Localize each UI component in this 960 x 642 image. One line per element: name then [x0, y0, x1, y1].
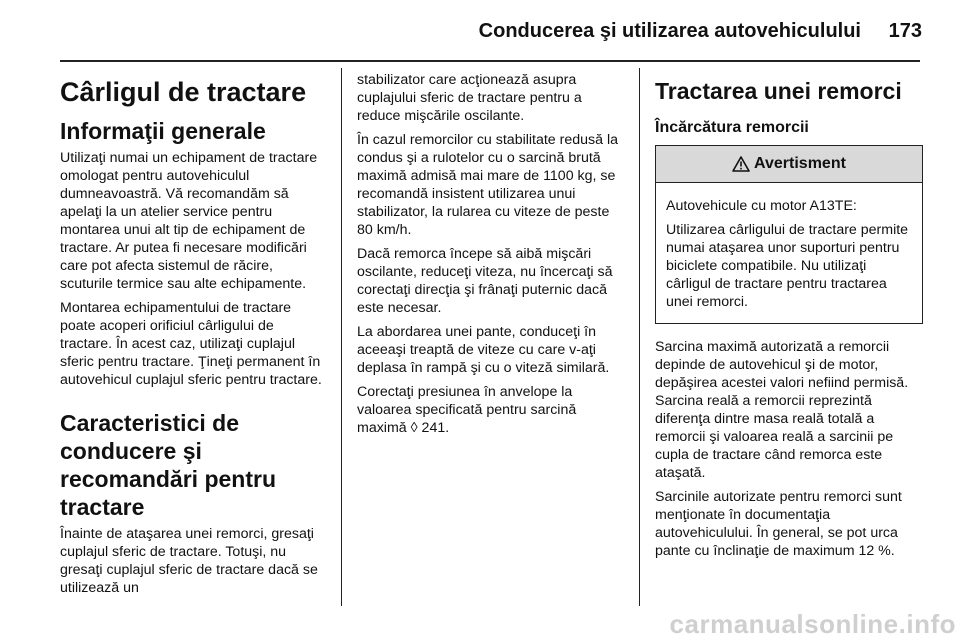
- page-number: 173: [888, 20, 922, 42]
- paragraph: Sarcinile autorizate pentru remorci sunt menţionate în documentaţia autovehiculului. În general, se pot urca pante cu înclinaţie de maximum 12 %.: [655, 489, 902, 559]
- column-2: [357, 68, 625, 443]
- paragraph: În cazul remorcilor cu stabilitate redusă la condus şi a rulotelor cu o sarcină brută maximă admisă mai mare de 1100 kg, se recomandă insistent utilizarea unui stabilizator, la rularea cu viteze de peste 80 km/h.: [357, 132, 619, 238]
- warning-text: Utilizarea cârligului de tractare permite numai ataşarea unor suporturi pentru biciclete compatibile. Nu utilizaţi cârligul de tractare pentru tractarea unei remorci.: [666, 222, 909, 310]
- running-title: Conducerea şi utilizarea autovehiculului: [478, 20, 861, 42]
- warning-header: [656, 146, 922, 183]
- column-divider-1: [341, 68, 342, 606]
- paragraph: Corectaţi presiunea în anvelope la valoarea specificată pentru sarcină maximă ◊ 241.: [357, 384, 577, 436]
- paragraph: Înainte de ataşarea unei remorci, gresaţi cuplajul sferic de tractare. Totuşi, nu gresaţi cuplajul sferic de tractare dacă se utilizează un: [60, 526, 318, 596]
- paragraph: stabilizator care acţionează asupra cuplajului sferic de tractare pentru a reduce mişcările oscilante.: [357, 72, 582, 124]
- column-1: [60, 68, 328, 603]
- page-header: [0, 0, 960, 60]
- warning-body: [656, 183, 922, 323]
- subsection-trailer-load: Încărcătura remorcii: [655, 119, 809, 136]
- column-divider-2: [639, 68, 640, 606]
- paragraph: Montarea echipamentului de tractare poate acoperi orificiul cârligului de tractare. În acest caz, utilizaţi cuplajul sferic pentru tractare. Ţineţi permanent în autovehicul cuplajul sferic pentru tractare.: [60, 300, 322, 388]
- paragraph: La abordarea unei pante, conduceţi în aceeaşi treaptă de viteze cu care v-aţi deplasa în rampă şi cu o viteză similară.: [357, 324, 610, 376]
- subsection-driving-characteristics: Caracteristici de conducere şi recomandări pentru tractare: [60, 410, 276, 520]
- warning-text: Autovehicule cu motor A13TE:: [666, 198, 857, 214]
- paragraph: Utilizaţi numai un echipament de tractare omologat pentru autovehiculul dumneavoastră. Vă recomandăm să apelaţi la un atelier service pentru montarea unui alt tip de echipament de tractare. Ar putea fi necesare modificări care pot afecta sistemul de răcire, scuturile termice sau alte echipamente.: [60, 150, 318, 292]
- section-title-towing-trailer: Tractarea unei remorci: [655, 78, 902, 104]
- warning-box: [655, 145, 923, 324]
- paragraph: Sarcina maximă autorizată a remorcii depinde de autovehicul şi de motor, depăşirea acestei valori nefiind permisă. Sarcina reală a remorcii reprezintă diferenţa dintre masa reală totală a remorcii şi valoarea reală a sarcinii pe cupla de tractare când remorca este ataşată.: [655, 339, 909, 481]
- subsection-general-info: Informaţii generale: [60, 118, 266, 144]
- paragraph: Dacă remorca începe să aibă mişcări oscilante, reduceţi viteza, nu încercaţi să corectaţi direcţia şi frânaţi puternic dacă este necesar.: [357, 246, 613, 316]
- warning-heading: Avertisment: [754, 155, 846, 172]
- warning-triangle-icon: [732, 156, 750, 172]
- watermark: carmanualsonline.info: [669, 609, 956, 639]
- section-title-towbar: Cârligul de tractare: [60, 77, 307, 107]
- header-rule: [60, 60, 920, 62]
- column-3: [655, 68, 923, 566]
